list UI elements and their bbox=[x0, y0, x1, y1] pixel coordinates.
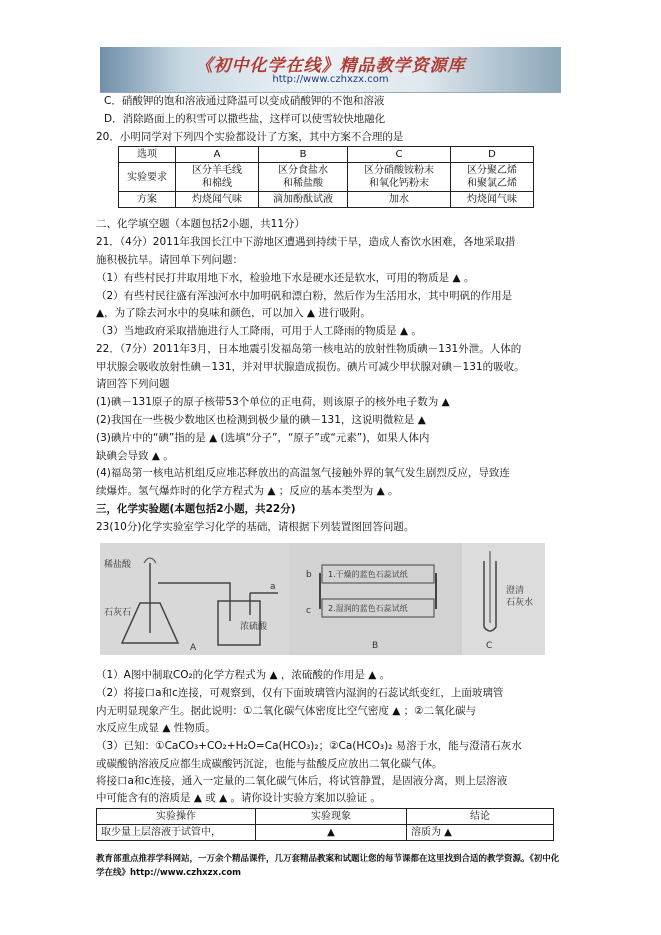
svg-text:b: b bbox=[306, 570, 312, 580]
row-label: 方案 bbox=[119, 192, 176, 208]
panel-letter-a: A bbox=[190, 643, 197, 653]
question-20-table bbox=[118, 146, 534, 208]
q22-line: 请回答下列问题 bbox=[96, 378, 170, 390]
table-cell: 区分食盐水 和稀盐酸 bbox=[259, 163, 348, 192]
table-cell: 区分硝酸铵粉末 和氧化钙粉末 bbox=[348, 163, 451, 192]
page-footer: 教育部重点推荐学科网站，一万余个精品课件，几万套精品教案和试题让您的每节课都在这里找到合适的教学资源。《初中化学在线》http://www.czhxzx.com bbox=[96, 854, 560, 878]
label-hydrochloric-acid: 稀盐酸 bbox=[104, 560, 132, 570]
q21-line: ▲，为了除去河水中的臭味和颜色，可以加入 ▲ 进行吸附。 bbox=[96, 307, 371, 319]
svg-text:a: a bbox=[270, 582, 276, 592]
table-header: 选项 bbox=[119, 147, 176, 163]
table-cell: 滴加酚酞试液 bbox=[259, 192, 348, 208]
option-c: C．硝酸钾的饱和溶液通过降温可以变成硝酸钾的不饱和溶液 bbox=[104, 95, 385, 107]
table-cell: 加水 bbox=[348, 192, 451, 208]
q22-line: 续爆炸。氢气爆炸时的化学方程式为 ▲ ；反应的基本类型为 ▲ 。 bbox=[96, 485, 399, 497]
table-cell: 取少量上层溶液于试管中， bbox=[97, 825, 256, 841]
panel-letter-c: C bbox=[486, 641, 493, 651]
table-header: C bbox=[348, 147, 451, 163]
q21-line: （1）有些村民打井取用地下水，检验地下水是硬水还是软水，可用的物质是 ▲ 。 bbox=[96, 272, 475, 284]
table-header: 实验现象 bbox=[256, 809, 407, 825]
label-limewater-2: 石灰水 bbox=[506, 598, 534, 608]
header-banner bbox=[100, 47, 561, 93]
q22-line: (3)碘片中的“碘”指的是 ▲ (选填“分子”，“原子”或“元素”)，如果人体内 bbox=[96, 432, 430, 444]
label-limewater-1: 澄清 bbox=[506, 586, 525, 596]
table-header: 实验操作 bbox=[97, 809, 256, 825]
question-20: 20．小明同学对下列四个实验都设计了方案，其中方案不合理的是 bbox=[96, 131, 404, 143]
q22-line: 22．（7分）2011年3月，日本地震引发福岛第一核电站的放射性物质碘－131外泄。人体的 bbox=[96, 343, 522, 355]
q21-line: 21．（4分）2011年我国长江中下游地区遭遇到持续干旱，造成人畜饮水困难，各地采取措 bbox=[96, 236, 516, 248]
banner-url[interactable]: http://www.czhxzx.com bbox=[272, 74, 389, 85]
table-cell: 灼烧闻气味 bbox=[451, 192, 534, 208]
section-3-title: 三，化学实验题(本题包括2小题，共22分) bbox=[96, 503, 296, 515]
q23-line: 中可能含有的溶质是 ▲ 或 ▲ 。请你设计实验方案加以验证 。 bbox=[96, 792, 381, 804]
q22-line: 缺碘会导致 ▲ 。 bbox=[96, 450, 174, 462]
figure-panel-b bbox=[292, 543, 460, 655]
label-sulfuric-acid: 浓硫酸 bbox=[240, 622, 268, 632]
table-cell: 溶质为 ▲ bbox=[407, 825, 554, 841]
question-23-table bbox=[96, 808, 554, 841]
figure-panel-a bbox=[100, 543, 290, 655]
q23-line: 或碳酸钠溶液反应都生成碳酸钙沉淀，也能与盐酸反应放出二氧化碳气体。 bbox=[96, 758, 443, 770]
q23-line: 水反应生成显 ▲ 性物质。 bbox=[96, 722, 216, 734]
label-dry-paper: 1.干燥的蓝色石蕊试纸 bbox=[328, 570, 408, 579]
table-header: B bbox=[259, 147, 348, 163]
q23-line: （3）已知：①CaCO₃+CO₂+H₂O=Ca(HCO₃)₂；②Ca(HCO₃)₂ 易溶于水，能与澄清石灰水 bbox=[96, 740, 522, 752]
q22-line: 甲状腺会吸收放射性碘－131，并对甲状腺造成损伤。碘片可减少甲状腺对碘－131的吸收。 bbox=[96, 361, 525, 373]
q23-line: 内无明显现象产生。据此说明：①二氧化碳气体密度比空气密度 ▲ ；②二氧化碳与 bbox=[96, 705, 477, 717]
apparatus-figure bbox=[100, 543, 545, 655]
table-header: D bbox=[451, 147, 534, 163]
q22-line: (1)碘－131原子的原子核带53个单位的正电荷，则该原子的核外电子数为 ▲ bbox=[96, 396, 450, 408]
option-d: D．消除路面上的积雪可以撒些盐，这样可以使雪较快地融化 bbox=[104, 113, 386, 125]
table-cell: 区分羊毛线 和棉线 bbox=[176, 163, 259, 192]
q21-line: 施积极抗旱。请回单下列问题： bbox=[96, 254, 243, 266]
figure-panel-c bbox=[462, 543, 545, 655]
q22-line: (4)福岛第一核电站机组反应堆芯释放出的高温氢气接触外界的氧气发生剧烈反应，导致连 bbox=[96, 467, 510, 479]
q23-line: 23(10分)化学实验室学习化学的基础，请根据下列装置图回答问题。 bbox=[96, 521, 415, 533]
q21-line: （2）有些村民往盛有浑浊河水中加明矾和漂白粉，然后作为生活用水，其中明矾的作用是 bbox=[96, 290, 513, 302]
q23-line: 将接口a和c连接，通入一定量的二氧化碳气体后，将试管静置，是固液分离，则上层溶液 bbox=[96, 775, 508, 787]
q22-line: (2)我国在一些极少数地区也检测到极少量的碘－131，这说明微粒是 ▲ bbox=[96, 414, 426, 426]
q21-line: （3）当地政府采取措施进行人工降雨，可用于人工降雨的物质是 ▲ 。 bbox=[96, 325, 422, 337]
label-limestone: 石灰石 bbox=[104, 608, 132, 618]
row-label: 实验要求 bbox=[119, 163, 176, 192]
q23-line: （1）A图中制取CO₂的化学方程式为 ▲ ，浓硫酸的作用是 ▲ 。 bbox=[96, 669, 391, 681]
label-wet-paper: 2.湿润的蓝色石蕊试纸 bbox=[328, 604, 408, 613]
section-2-title: 二、化学填空题（本题包括2小题，共11分） bbox=[96, 218, 306, 230]
table-cell: 灼烧闻气味 bbox=[176, 192, 259, 208]
table-cell: 区分聚乙烯 和聚氯乙烯 bbox=[451, 163, 534, 192]
table-header: 结论 bbox=[407, 809, 554, 825]
q23-line: （2）将接口a和c连接，可观察到，仅有下面玻璃管内湿润的石蕊试纸变红，上面玻璃管 bbox=[96, 687, 504, 699]
svg-text:c: c bbox=[306, 606, 311, 616]
banner-title: 《初中化学在线》精品教学资源库 bbox=[195, 56, 466, 76]
table-header: A bbox=[176, 147, 259, 163]
apparatus-b-drawing bbox=[292, 543, 460, 655]
table-cell: ▲ bbox=[256, 825, 407, 841]
panel-letter-b: B bbox=[372, 641, 379, 651]
